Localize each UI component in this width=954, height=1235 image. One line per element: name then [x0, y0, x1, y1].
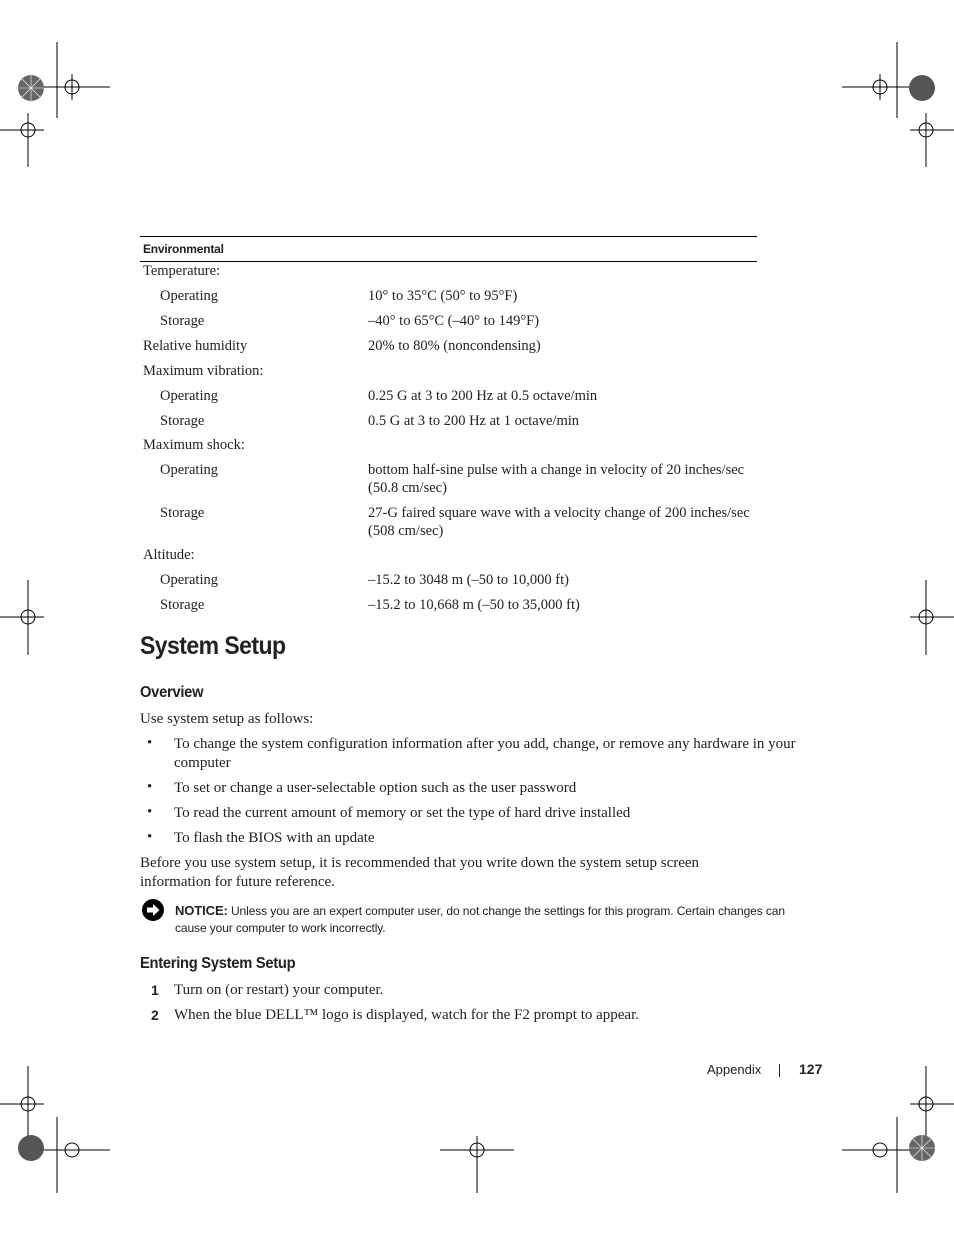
list-item: To read the current amount of memory or set the type of hard drive installed: [174, 805, 631, 821]
notice-text: [175, 902, 815, 937]
table-row-value: –15.2 to 10,668 m (–50 to 35,000 ft): [368, 597, 580, 613]
bullet-marker: •: [147, 735, 153, 751]
step-text: When the blue DELL™ logo is displayed, watch for the F2 prompt to appear.: [174, 1007, 640, 1023]
table-row-label: Operating: [160, 462, 218, 478]
list-item: To flash the BIOS with an update: [174, 830, 375, 846]
table-row-label: Operating: [160, 388, 218, 404]
table-header-label: Environmental: [143, 242, 224, 256]
table-row-value: 27-G faired square wave with a velocity change of 200 inches/sec (508 cm/sec): [368, 505, 750, 539]
list-item: To set or change a user-selectable option such as the user password: [174, 780, 577, 796]
notice-body: Unless you are an expert computer user, do not change the settings for this program. Certain changes can cause your computer to work incorrectly.: [175, 904, 785, 935]
table-row-label: Altitude:: [143, 547, 195, 563]
table-row-value: 10° to 35°C (50° to 95°F): [368, 288, 518, 304]
bullet-marker: •: [147, 779, 153, 795]
list-item: To change the system configuration information after you add, change, or remove any hardware in your computer: [174, 736, 796, 771]
step-text: Turn on (or restart) your computer.: [174, 982, 384, 998]
table-row-value: –15.2 to 3048 m (–50 to 10,000 ft): [368, 572, 569, 588]
table-header: [140, 236, 757, 262]
table-row-value: 20% to 80% (noncondensing): [368, 338, 541, 354]
notice-label: NOTICE:: [175, 903, 228, 918]
step-number: 1: [151, 982, 159, 998]
table-row-label: Temperature:: [143, 263, 221, 279]
footer-divider: [779, 1064, 780, 1077]
overview-heading: Overview: [140, 684, 204, 701]
bullet-marker: •: [147, 804, 153, 820]
table-row-label: Storage: [160, 313, 205, 329]
notice-arrow-icon: [141, 898, 165, 922]
page-number: 127: [799, 1061, 823, 1077]
table-row-label: Storage: [160, 413, 205, 429]
overview-intro: Use system setup as follows:: [140, 711, 314, 727]
table-row-label: Operating: [160, 572, 218, 588]
step-number: 2: [151, 1007, 159, 1023]
table-row-value: 0.25 G at 3 to 200 Hz at 0.5 octave/min: [368, 388, 598, 404]
footer-section-label: Appendix: [707, 1062, 762, 1077]
table-row-label: Maximum shock:: [143, 437, 245, 453]
table-row-value: 0.5 G at 3 to 200 Hz at 1 octave/min: [368, 413, 580, 429]
table-row-label: Storage: [160, 597, 205, 613]
table-row-label: Storage: [160, 505, 205, 521]
table-row-label: Maximum vibration:: [143, 363, 264, 379]
table-row-label: Operating: [160, 288, 218, 304]
table-row-value: bottom half-sine pulse with a change in velocity of 20 inches/sec (50.8 cm/sec): [368, 462, 745, 496]
bullet-marker: •: [147, 829, 153, 845]
entering-heading: Entering System Setup: [140, 955, 296, 972]
table-row-value: –40° to 65°C (–40° to 149°F): [368, 313, 540, 329]
overview-closing: Before you use system setup, it is recommended that you write down the system setup screen information for future reference.: [140, 855, 700, 890]
table-row-label: Relative humidity: [143, 338, 248, 354]
environmental-table: [140, 236, 757, 613]
page-title: System Setup: [140, 632, 286, 660]
